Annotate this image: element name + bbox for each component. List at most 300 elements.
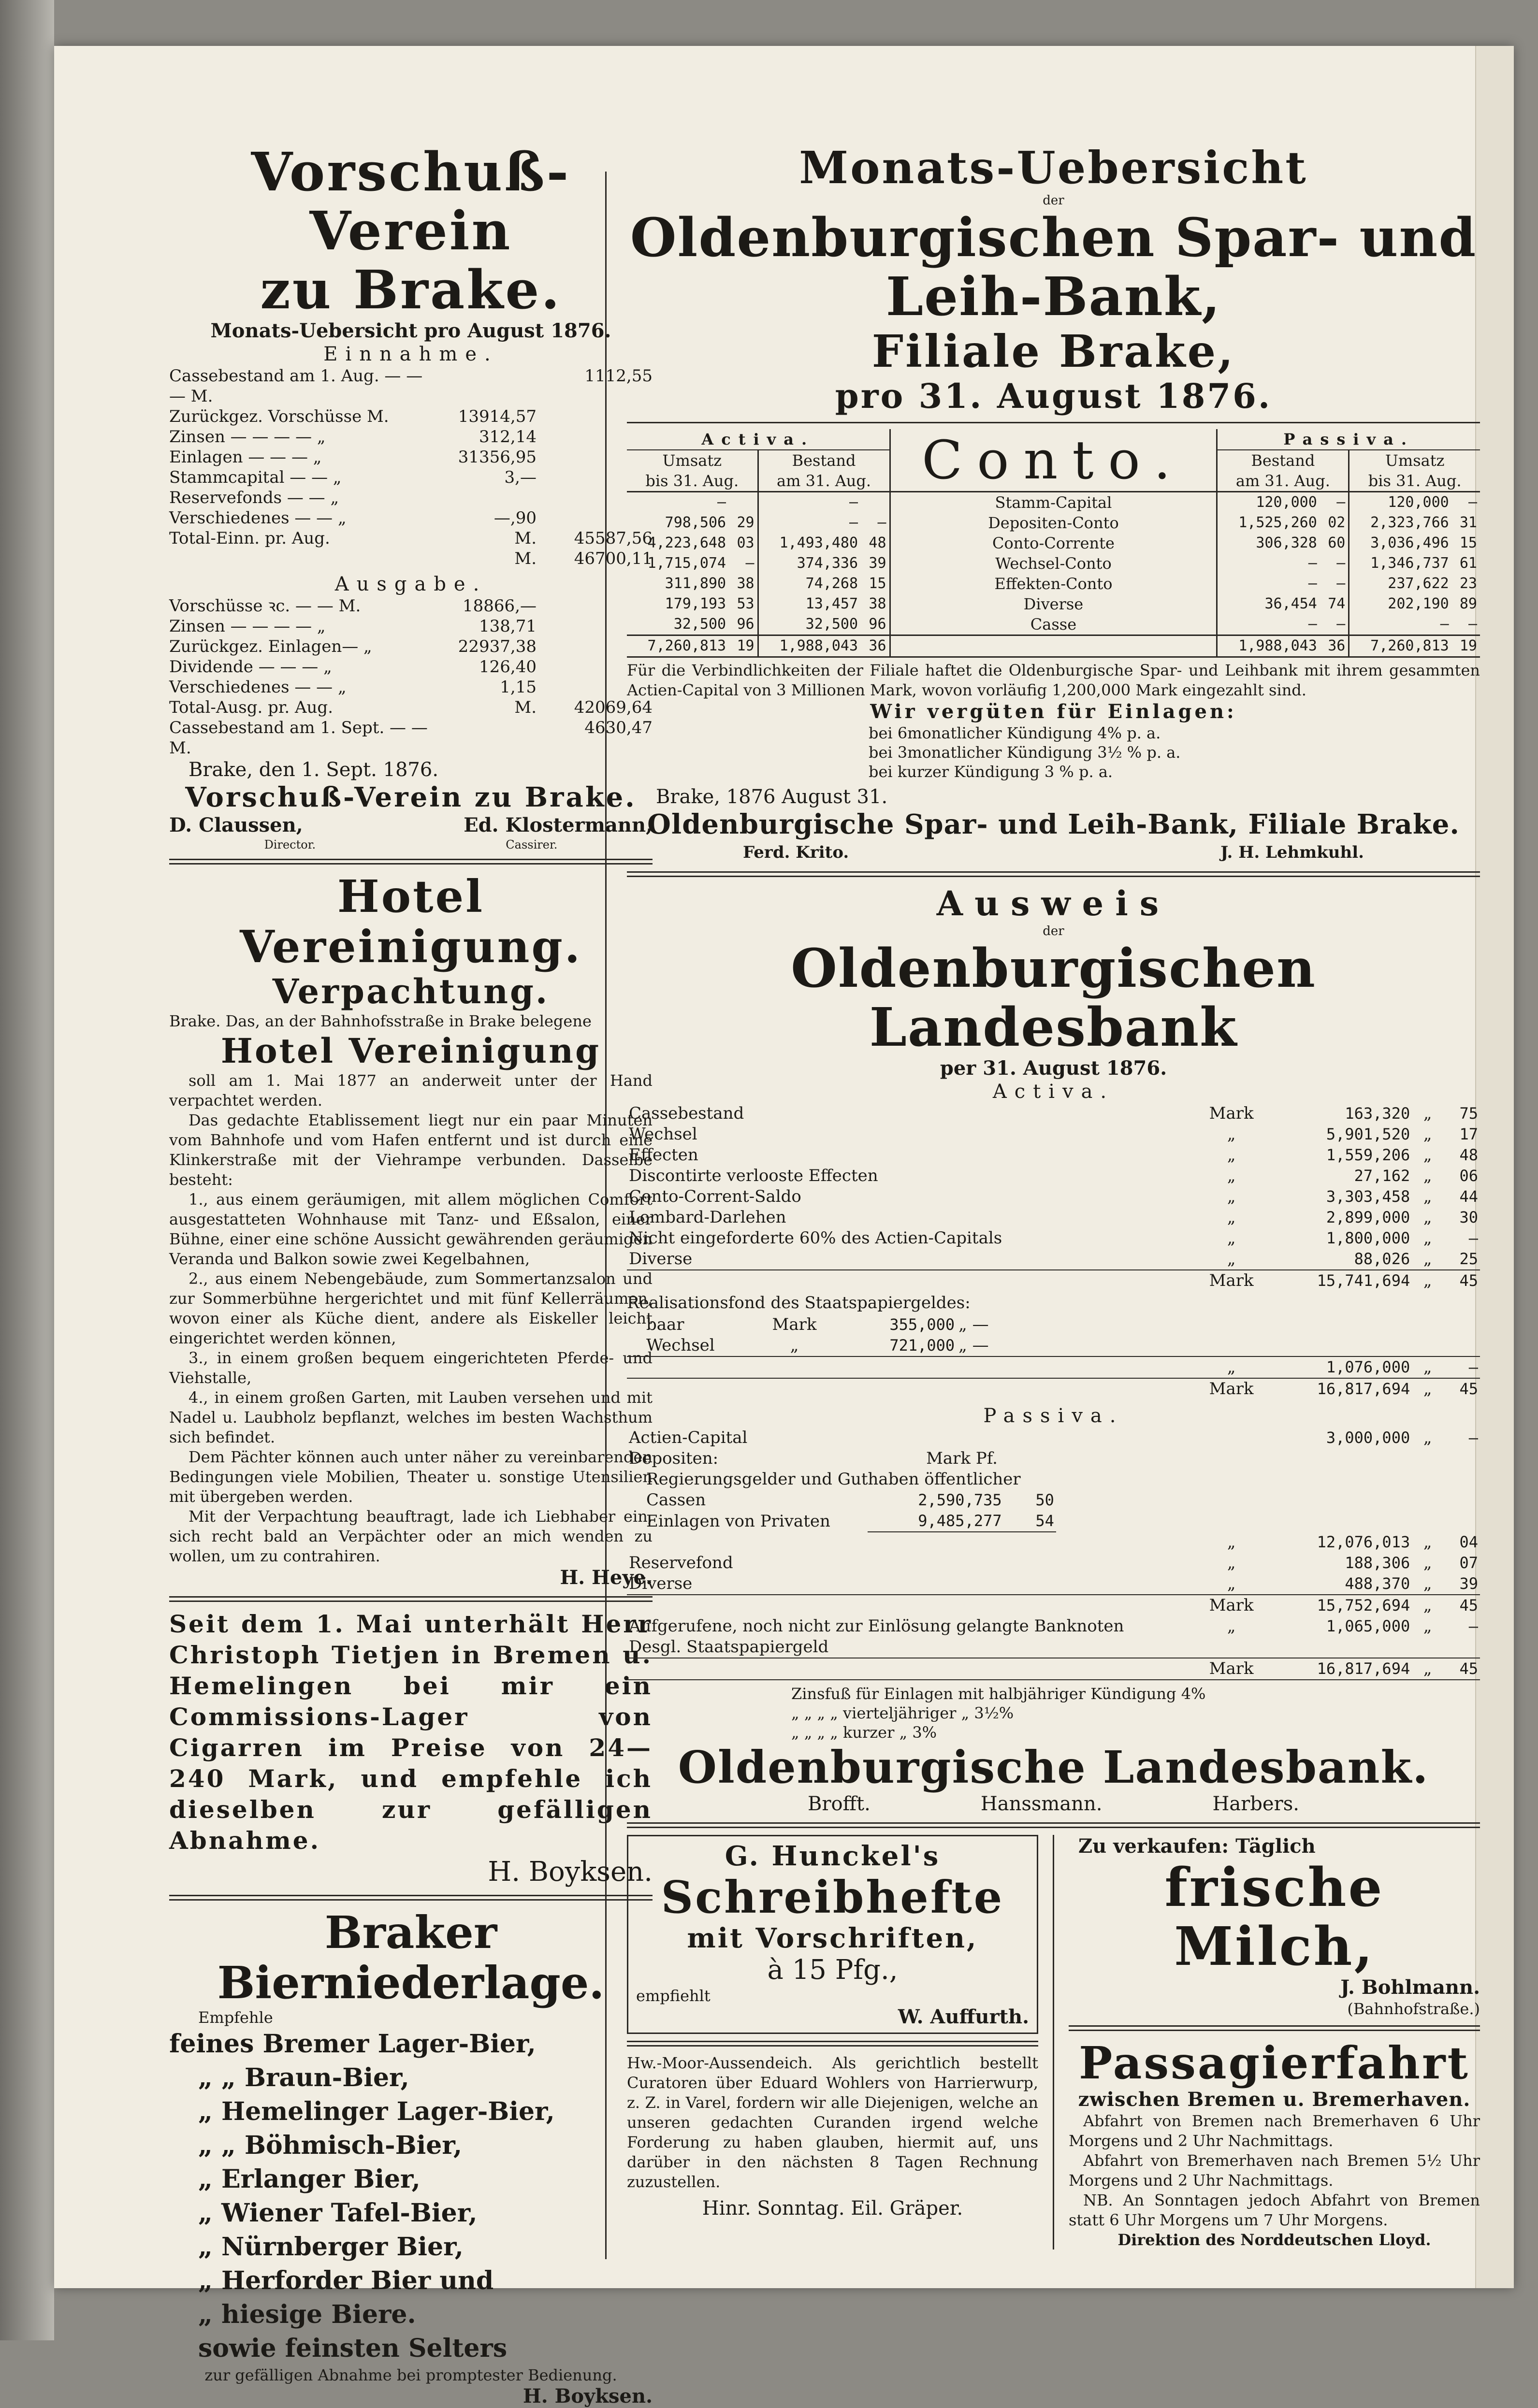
- konto-total-spacer: [890, 635, 1217, 657]
- konto-cell-b_r: —: [877, 514, 886, 531]
- ledger-mid: 126,40: [479, 657, 537, 677]
- konto-label: Conto-Corrente: [890, 533, 1217, 553]
- hotel-ad: [169, 871, 653, 1589]
- lb-activa-pf: 44: [1459, 1187, 1478, 1206]
- lb-realis-total-amt: 1,076,000: [1326, 1358, 1410, 1376]
- lb-realis-amt: 721,000: [889, 1336, 955, 1355]
- milch-signer: J. Bohlmann.: [1340, 1976, 1480, 1999]
- konto-cell-b_r: [861, 492, 890, 513]
- ledger-label: Zurückgez. Einlagen— „: [169, 637, 372, 656]
- signer-krito: Ferd. Krito.: [743, 843, 849, 862]
- lb-mark-pf: Mark Pf.: [926, 1449, 998, 1468]
- lb-activa-pf: 06: [1459, 1167, 1478, 1185]
- lb-activa-cur: Mark: [1209, 1104, 1254, 1123]
- bank-filiale: Filiale Brake,: [871, 325, 1235, 377]
- lb-realis-spacer: [1412, 1335, 1443, 1356]
- bottom-ads: [627, 1835, 1480, 2249]
- konto-cell-b_l: —: [849, 494, 858, 511]
- bier-item: „ Wiener Tafel-Bier,: [198, 2198, 478, 2228]
- lb-cassen-label: Cassen: [646, 1490, 706, 1510]
- lb-realis-spacer: [1203, 1335, 1260, 1356]
- konto-label: Wechsel-Conto: [890, 553, 1217, 574]
- role-cassirer: Cassirer.: [506, 838, 558, 851]
- lb-activa-pf: 75: [1459, 1104, 1478, 1123]
- konto-cell-u_l: 798,506: [665, 514, 726, 531]
- lb-realis-total-q: „: [1423, 1357, 1432, 1377]
- bier-item: „ hiesige Biere.: [198, 2300, 416, 2329]
- lb-date: per 31. August 1876.: [940, 1057, 1167, 1080]
- konto-cell-u_l: 1,715,074: [647, 555, 726, 572]
- bottom-right-ads: [1069, 1835, 1480, 2249]
- konto-cell-pb_l: —: [1308, 555, 1317, 572]
- lb-realis-spacer: [1443, 1335, 1480, 1356]
- lb-ptotal-q: „: [1423, 1659, 1432, 1678]
- hotel-text: [169, 1071, 653, 1566]
- konto-total-u_r: 19: [729, 635, 758, 657]
- bank-footer: Oldenburgische Spar- und Leih-Bank, Filiale Brake.: [647, 808, 1460, 840]
- ledger-mid: 312,14: [479, 427, 537, 447]
- lb-reserve-label: Reservefond: [629, 1553, 733, 1572]
- lb-activa-cur: „: [1227, 1125, 1236, 1144]
- konto-cell-pb_r: 02: [1320, 513, 1349, 533]
- lb-einlagen-amt: 9,485,277: [868, 1511, 1004, 1532]
- lb-activa-amt: 1,559,206: [1326, 1146, 1410, 1164]
- lb-banknoten-pf: —: [1468, 1617, 1478, 1635]
- bier-intro: Empfehle: [198, 2008, 273, 2027]
- ledger-label: [169, 548, 440, 569]
- passagier-line: Abfahrt von Bremerhaven nach Bremen 5½ Uhr Morgens und 2 Uhr Nachmittags.: [1068, 2151, 1480, 2190]
- lb-realis-head: Realisationsfond des Staatspapiergeldes:: [627, 1293, 971, 1312]
- right-column: [627, 143, 1480, 2249]
- vergueten-list: [627, 723, 1480, 781]
- lb-activa-cur: „: [1227, 1187, 1236, 1206]
- ledger-row: [169, 636, 653, 657]
- ledger-mid: 1,15: [500, 678, 537, 697]
- passagier-line: NB. An Sonntagen jedoch Abfahrt von Bremen statt 6 Uhr Morgens um 7 Uhr Morgens.: [1068, 2191, 1480, 2229]
- konto-cell-b_l: 74,268: [805, 575, 858, 592]
- lb-ptotal-pf: 45: [1459, 1659, 1478, 1678]
- lb-activa-head: Activa.: [992, 1081, 1115, 1103]
- divider: [169, 1895, 653, 1901]
- konto-cell-pb_l: 1,525,260: [1238, 514, 1317, 531]
- vorschuss-title-2: zu Brake.: [260, 259, 562, 321]
- lb-activa-total-pf: 45: [1459, 1380, 1478, 1398]
- ledger-label: Reservefonds — — „: [169, 488, 339, 507]
- konto-cell-pb_l: 120,000: [1256, 494, 1317, 511]
- hunckel-name: G. Hunckel's: [725, 1840, 941, 1872]
- konto-cell-b_l: 32,500: [805, 616, 858, 633]
- milch-head: Zu verkaufen: Täglich: [1078, 1835, 1316, 1858]
- konto-cell-pb_l: 306,328: [1256, 534, 1317, 551]
- lb-cassen-pf: 50: [1035, 1491, 1054, 1509]
- konto-cell-pb_l: 36,454: [1264, 595, 1317, 612]
- konto-row: [627, 594, 1480, 614]
- ledger-mid: 22937,38: [458, 637, 537, 656]
- lb-banknoten-amt: 1,065,000: [1326, 1617, 1410, 1635]
- ledger-amount: 46700,11: [574, 549, 653, 568]
- vorschuss-subtitle: Monats-Uebersicht pro August 1876.: [210, 319, 611, 342]
- lb-diverse-pf: 39: [1459, 1574, 1478, 1593]
- konto-cell-pb_r: —: [1320, 574, 1349, 594]
- ledger-row: [169, 528, 653, 548]
- bier-signer: H. Boyksen.: [522, 2385, 653, 2408]
- konto-cell-u_r: 53: [729, 594, 758, 614]
- lb-dep-cur: „: [1227, 1532, 1236, 1552]
- lb-activa-pf: 48: [1459, 1146, 1478, 1164]
- lb-activa-label: Cassebestand: [629, 1104, 744, 1123]
- lb-activa-row: [627, 1207, 1480, 1228]
- moor-text: Hw.-Moor-Aussendeich. Als gerichtlich bestellt Curatoren über Eduard Wohlers von Harrierwurp, z. Z. in Varel, fordern wir alle Diejenigen, welche an unseren gedachten Curanden irgend welche Forderung zu haben glauben, hiermit auf, uns darüber in den nächsten 8 Tagen Rechnung zuzustellen.: [627, 2054, 1039, 2191]
- vergueten-item: bei kurzer Kündigung 3 % p. a.: [869, 763, 1113, 781]
- ledger-amount: 42069,64: [574, 698, 653, 717]
- lb-einlagen-pf: 54: [1004, 1511, 1056, 1532]
- lb-realis-amt: 355,000: [889, 1315, 955, 1334]
- lb-psum-cur: Mark: [1209, 1596, 1254, 1615]
- milch-addr: (Bahnhofstraße.): [1347, 2000, 1480, 2018]
- lb-signer: Brofft.: [808, 1793, 871, 1815]
- konto-cell-pu_r: 23: [1459, 575, 1477, 592]
- lb-footer: Oldenburgische Landesbank.: [678, 1741, 1429, 1793]
- konto-cell-u_l: 4,223,648: [647, 534, 726, 551]
- lb-activa-pf: —: [1468, 1229, 1478, 1247]
- ledger-row: [169, 697, 653, 718]
- hotel-title: Hotel Vereinigung.: [240, 870, 582, 973]
- ledger-label: Stammcapital — — „: [169, 468, 342, 487]
- konto-label: Effekten-Conto: [890, 574, 1217, 594]
- lb-diverse-amt: 488,370: [1345, 1574, 1410, 1593]
- ledger-label: Dividende — — — „: [169, 657, 332, 677]
- bank-der: der: [1043, 193, 1064, 208]
- bank-heading: Monats-Uebersicht: [799, 142, 1308, 194]
- ledger-label: Zinsen — — — — „: [169, 617, 326, 636]
- newspaper-page: [54, 46, 1514, 2408]
- vorschuss-verein-ad: [169, 143, 653, 852]
- lb-activa-total-spacer: [627, 1378, 1203, 1399]
- konto-head: Conto.: [890, 429, 1217, 492]
- konto-cell-b_l: 1,493,480: [779, 534, 858, 551]
- lb-einlagen-label: Einlagen von Privaten: [646, 1511, 830, 1531]
- hotel-paragraph: 3., in einem großen bequem eingerichteten Pferde- und Viehstalle,: [169, 1349, 653, 1387]
- konto-cell-pu_r: 89: [1459, 595, 1477, 612]
- hunckel-price: à 15 Pfg.,: [767, 1954, 898, 1986]
- lb-zinsfuss: [627, 1684, 1480, 1742]
- ledger-row: [169, 677, 653, 697]
- ledger-label: Zinsen — — — — „: [169, 427, 326, 447]
- lb-realis-cur: Mark: [772, 1315, 817, 1334]
- bank-name: Oldenburgischen Spar- und Leih-Bank,: [630, 206, 1477, 328]
- ledger-label: Vorschüsse ꝛc. — — M.: [169, 596, 361, 616]
- lb-activa-label: Effecten: [629, 1145, 698, 1165]
- konto-cell-pb_l: —: [1308, 616, 1317, 633]
- bier-item: feines Bremer Lager-Bier,: [169, 2029, 536, 2059]
- konto-cell-pu_l: —: [1440, 616, 1449, 633]
- lb-activa-amt: 163,320: [1345, 1104, 1410, 1123]
- hunckel-empf: empfiehlt: [636, 1987, 711, 2005]
- konto-total-u_l: 7,260,813: [647, 637, 726, 654]
- lb-psum-amt: 15,752,694: [1317, 1596, 1410, 1615]
- konto-cell-u_l: 311,890: [665, 575, 726, 592]
- bis-head-p: bis 31. Aug.: [1368, 472, 1462, 490]
- bier-ad: [169, 1907, 653, 2408]
- bier-item: „ „ Braun-Bier,: [198, 2063, 409, 2092]
- lb-activa-label: Lombard-Darlehen: [629, 1208, 786, 1227]
- lb-actien-label: Actien-Capital: [629, 1428, 748, 1447]
- konto-cell-pb_r: —: [1320, 492, 1349, 513]
- lb-diverse-label: Diverse: [629, 1574, 693, 1593]
- milch-ad: [1069, 1835, 1480, 2019]
- konto-cell-u_l: 179,193: [665, 595, 726, 612]
- konto-cell-u_r: 96: [729, 614, 758, 635]
- bier-closing: zur gefälligen Abnahme bei promptester Bedienung.: [204, 2366, 617, 2384]
- konto-total-b_r: 36: [869, 637, 886, 654]
- passagier-lines: [1069, 2111, 1480, 2230]
- konto-label: Diverse: [890, 594, 1217, 614]
- lb-activa-row: [627, 1145, 1480, 1166]
- konto-row: [627, 533, 1480, 553]
- konto-cell-pu_l: 2,323,766: [1370, 514, 1449, 531]
- umsatz-head-a: Umsatz: [627, 450, 758, 471]
- bis-head-a: bis 31. Aug.: [627, 471, 758, 492]
- bier-item: „ Hemelinger Lager-Bier,: [198, 2097, 555, 2126]
- lb-realis-spacer: [1260, 1314, 1412, 1335]
- konto-row: [627, 492, 1480, 513]
- vergueten-item: bei 3monatlicher Kündigung 3½ % p. a.: [869, 743, 1181, 762]
- divider: [1069, 2025, 1480, 2031]
- ledger-label: Verschiedenes — — „: [169, 508, 347, 528]
- konto-cell-b_r: 15: [869, 575, 886, 592]
- lb-realis-cur: „: [790, 1336, 799, 1355]
- konto-cell-b_r: 38: [869, 595, 886, 612]
- bestand-head-a: Bestand: [792, 451, 856, 470]
- bier-list: [169, 2027, 653, 2365]
- bank-signatures: [627, 840, 1480, 865]
- divider: [627, 1822, 1480, 1828]
- lb-activa-label: Conto-Corrent-Saldo: [629, 1187, 801, 1206]
- konto-cell-b_r: 96: [869, 616, 886, 633]
- lb-activa-amt: 27,162: [1354, 1167, 1410, 1185]
- lb-banknoten-label: Aufgerufene, noch nicht zur Einlösung gelangte Banknoten: [629, 1616, 1124, 1636]
- konto-label: Casse: [890, 614, 1217, 635]
- lb-activa-q: „: [1423, 1145, 1432, 1165]
- lb-activa-amt: 2,899,000: [1326, 1208, 1410, 1226]
- lb-activa-label: Nicht eingeforderte 60% des Actien-Capitals: [629, 1228, 1002, 1248]
- konto-cell-pu_l: 237,622: [1388, 575, 1449, 592]
- ledger-mid: [440, 366, 537, 406]
- lb-dep-amt: 12,076,013: [1317, 1533, 1410, 1551]
- konto-cell-pb_r: —: [1320, 614, 1349, 635]
- lb-ptotal-cur: Mark: [1209, 1659, 1254, 1678]
- vergueten-item: bei 6monatlicher Kündigung 4% p. a.: [869, 724, 1161, 742]
- lb-activa-q: „: [1423, 1166, 1432, 1185]
- lb-activa-q: „: [1423, 1249, 1432, 1269]
- tietjen-signer: H. Boyksen.: [488, 1856, 653, 1888]
- ledger-label: Total-Einn. pr. Aug.: [169, 529, 330, 548]
- konto-cell-u_l: —: [717, 494, 726, 511]
- lb-activa-total-amt: 16,817,694: [1317, 1380, 1410, 1398]
- lb-activa-row: [627, 1186, 1480, 1207]
- bier-item: „ Herforder Bier und: [198, 2266, 494, 2295]
- lb-activa-pf: 17: [1459, 1125, 1478, 1143]
- lb-activa-sum-pf: 45: [1459, 1271, 1478, 1290]
- landesbank-ad: [627, 884, 1480, 1816]
- vorschuss-roles: [169, 837, 653, 852]
- lb-activa-total-row: [627, 1378, 1480, 1399]
- hunckel-signer: W. Auffurth.: [898, 2005, 1030, 2028]
- konto-cell-pb_r: 74: [1320, 594, 1349, 614]
- konto-cell-u_r: 29: [729, 513, 758, 533]
- lb-activa-cur: „: [1227, 1208, 1236, 1227]
- einnahme-heading: Einnahme.: [323, 343, 498, 365]
- konto-cell-pb_l: —: [1308, 575, 1317, 592]
- konto-table: [627, 429, 1480, 658]
- signer-director: D. Claussen,: [169, 814, 303, 836]
- ausgabe-heading: Ausgabe.: [334, 573, 487, 595]
- ledger-row: [169, 467, 653, 488]
- konto-cell-u_r: [729, 492, 758, 513]
- lb-realis-label: baar: [646, 1315, 684, 1334]
- lb-activa-sum-row: [627, 1270, 1480, 1291]
- einnahme-list: [169, 366, 653, 569]
- lb-activa-q: „: [1423, 1187, 1432, 1206]
- passagier-signer: Direktion des Norddeutschen Lloyd.: [1117, 2231, 1431, 2249]
- lb-reserve-cur: „: [1227, 1553, 1236, 1572]
- divider: [627, 2041, 1038, 2047]
- lb-reserve-pf: 07: [1459, 1554, 1478, 1572]
- lb-reserve-amt: 188,306: [1345, 1554, 1410, 1572]
- hotel-subtitle: Verpachtung.: [272, 971, 550, 1011]
- tietjen-ad: [169, 1609, 653, 1888]
- bier-item: „ „ Böhmisch-Bier,: [198, 2131, 463, 2160]
- lb-realis-total-spacer: [627, 1356, 1203, 1378]
- lb-activa-pf: 30: [1459, 1208, 1478, 1226]
- bier-item: „ Nürnberger Bier,: [198, 2232, 464, 2262]
- konto-cell-pu_l: 3,036,496: [1370, 534, 1449, 551]
- signer-cassirer: Ed. Klostermann,: [464, 814, 653, 836]
- lb-activa-total-q: „: [1423, 1379, 1432, 1399]
- vorschuss-signatures: [169, 813, 653, 837]
- lb-zins-line: Zinsfuß für Einlagen mit halbjähriger Kündigung 4%: [791, 1685, 1206, 1703]
- passagier-ad: [1069, 2038, 1480, 2249]
- ledger-row: [169, 508, 653, 528]
- konto-cell-u_l: 32,500: [673, 616, 726, 633]
- lb-signers: [627, 1792, 1480, 1816]
- lb-realis-tail: „ —: [958, 1336, 989, 1355]
- konto-cell-pu_r: —: [1468, 494, 1477, 511]
- bottom-left-ads: [627, 1835, 1038, 2249]
- hunckel-title: Schreibhefte: [661, 1871, 1004, 1923]
- ledger-row: [169, 447, 653, 467]
- lb-diverse-cur: „: [1227, 1574, 1236, 1593]
- lb-psum-q: „: [1423, 1596, 1432, 1615]
- lb-activa-q: „: [1423, 1228, 1432, 1248]
- bank-note: Für die Verbindlichkeiten der Filiale haftet die Oldenburgische Spar- und Leihbank mit ihrem gesammten Actien-Capital von 3 Millionen Mark, wovon vorläufig 1,200,000 Mark eingezahlt sind.: [627, 661, 1480, 699]
- lb-banknoten-q: „: [1423, 1616, 1432, 1636]
- lb-activa-sum-q: „: [1423, 1271, 1432, 1290]
- konto-cell-b_r: 48: [869, 534, 886, 551]
- ledger-row: [169, 406, 653, 427]
- lb-activa-cur: „: [1227, 1145, 1236, 1165]
- hotel-signer: H. Heye.: [560, 1566, 653, 1589]
- lb-activa-cur: „: [1227, 1228, 1236, 1248]
- konto-total-pu_r: 19: [1459, 637, 1477, 654]
- konto-total-pu_l: 7,260,813: [1370, 637, 1449, 654]
- ledger-row: [169, 718, 653, 758]
- vorschuss-title: Vorschuß-Verein: [251, 141, 571, 262]
- lb-activa-cur: „: [1227, 1249, 1236, 1269]
- bank-place: Brake, 1876 August 31.: [656, 786, 888, 808]
- ledger-row: [169, 616, 653, 636]
- lb-activa-total-cur: Mark: [1209, 1379, 1254, 1399]
- konto-cell-u_r: 03: [729, 533, 758, 553]
- lb-activa-cur: „: [1227, 1166, 1236, 1185]
- lb-regierung: Regierungsgelder und Guthaben öffentlicher: [646, 1470, 1021, 1489]
- lb-passiva-table: [627, 1427, 1480, 1680]
- divider: [169, 1596, 653, 1602]
- lb-activa-amt: 88,026: [1354, 1250, 1410, 1268]
- konto-total-pb_r: 36: [1320, 635, 1349, 657]
- lb-realis-spacer: [1412, 1314, 1443, 1335]
- signer-lehmkuhl: J. H. Lehmkuhl.: [1220, 843, 1364, 862]
- lb-signer: Harbers.: [1212, 1793, 1299, 1815]
- lb-signer: Hanssmann.: [980, 1793, 1103, 1815]
- konto-total-b_l: 1,988,043: [779, 637, 858, 654]
- ledger-row: [169, 427, 653, 447]
- scan-edge: [0, 0, 54, 2340]
- lb-activa-row: [627, 1166, 1480, 1186]
- bestand-head-p: Bestand: [1217, 450, 1349, 471]
- konto-label: Depositen-Conto: [890, 513, 1217, 533]
- lb-activa-q: „: [1423, 1125, 1432, 1144]
- ledger-mid: 3,—: [504, 468, 537, 487]
- bier-item: „ Erlanger Bier,: [198, 2164, 421, 2194]
- lb-diverse-q: „: [1423, 1574, 1432, 1593]
- ledger-mid: M.: [514, 698, 537, 717]
- passagier-sub: zwischen Bremen u. Bremerhaven.: [1078, 2088, 1471, 2111]
- konto-label: Stamm-Capital: [890, 492, 1217, 513]
- vorschuss-org: Vorschuß-Verein zu Brake.: [185, 781, 637, 813]
- konto-cell-pu_r: 31: [1459, 514, 1477, 531]
- ledger-amount: 4630,47: [584, 718, 653, 737]
- lb-actien-amt: 3,000,000: [1326, 1428, 1410, 1447]
- lb-ptotal-amt: 16,817,694: [1317, 1659, 1410, 1678]
- lb-der: der: [1043, 924, 1064, 938]
- lb-realis-total-row: [627, 1356, 1480, 1378]
- ledger-mid: 138,71: [479, 617, 537, 636]
- moor-signers: Hinr. Sonntag. Eil. Gräper.: [702, 2197, 963, 2220]
- passagier-line: Abfahrt von Bremen nach Bremerhaven 6 Uhr Morgens und 2 Uhr Nachmittags.: [1068, 2112, 1480, 2150]
- tietjen-text: Seit dem 1. Mai unterhält Herr Christoph Tietjen in Bremen u. Hemelingen bei mir ein Commissions-Lager von Cigarren im Preise von 24—240 Mark, und empfehle ich dieselben zur gefälligen Abnahme.: [169, 1610, 653, 1855]
- divider: [169, 859, 653, 865]
- ledger-label: Verschiedenes — — „: [169, 678, 347, 697]
- lb-actien-q: „: [1423, 1428, 1432, 1447]
- ausgabe-list: [169, 596, 653, 758]
- hotel-paragraph: Mit der Verpachtung beauftragt, lade ich Liebhaber ein, sich recht bald an Verpächter oder an mich wenden zu wollen, um zu contrahiren.: [169, 1507, 653, 1565]
- lb-realis-row: [627, 1335, 1480, 1356]
- lb-activa-amt: 1,800,000: [1326, 1229, 1410, 1247]
- lb-actien-pf: —: [1468, 1428, 1478, 1447]
- bier-item: sowie feinsten Selters: [198, 2334, 508, 2363]
- hotel-intro: Brake. Das, an der Bahnhofsstraße in Brake belegene: [169, 1012, 592, 1030]
- lb-realis-tail: „ —: [958, 1315, 989, 1334]
- hotel-paragraph: soll am 1. Mai 1877 an anderweit unter der Hand verpachtet werden.: [169, 1071, 653, 1110]
- bier-title: Braker Bierniederlage.: [217, 1906, 605, 2009]
- am-head-p: am 31. Aug.: [1217, 471, 1349, 492]
- konto-cell-pu_l: 120,000: [1388, 494, 1449, 511]
- divider: [627, 422, 1480, 423]
- lb-ausweis: Ausweis: [936, 883, 1171, 923]
- bank-date: pro 31. August 1876.: [835, 376, 1272, 416]
- passiva-head: Passiva.: [1217, 429, 1480, 450]
